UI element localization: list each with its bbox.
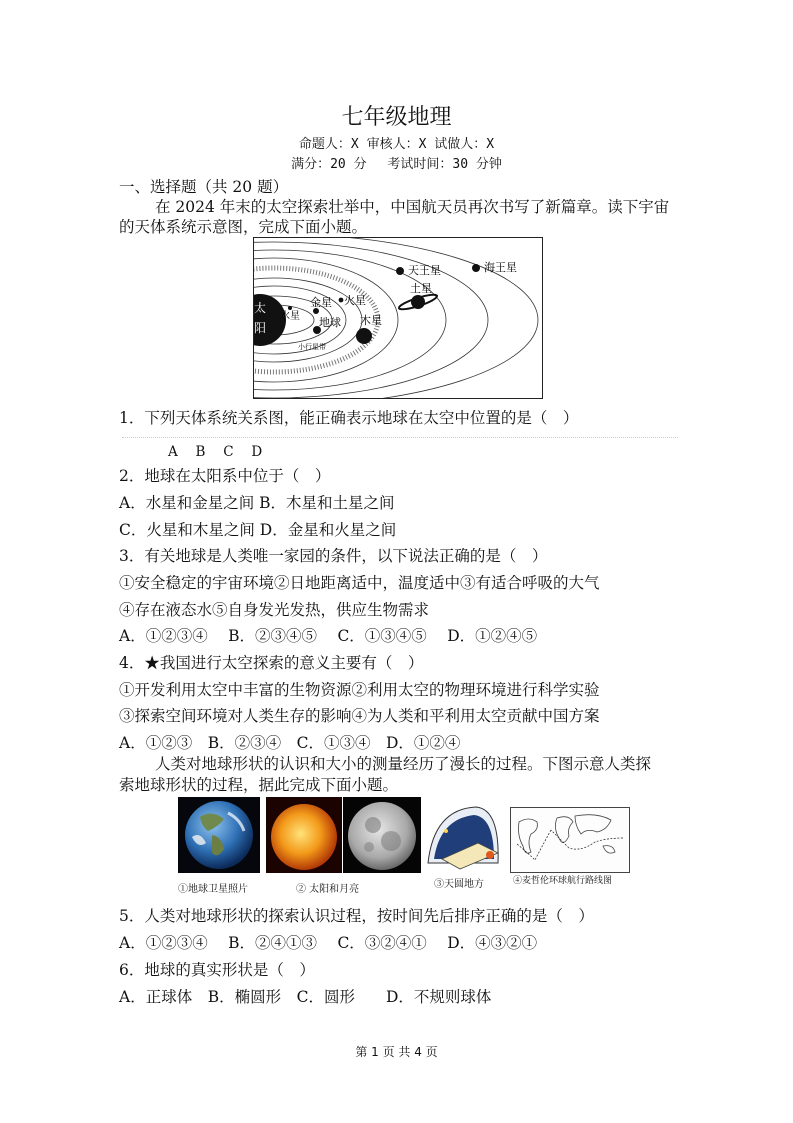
question-1-options: A B C D bbox=[168, 444, 263, 460]
question-6-options: A．正球体 B．椭圆形 C．圆形 D．不规则球体 bbox=[119, 988, 492, 1006]
magellan-route-map bbox=[510, 807, 630, 873]
question-2-options-row2: C．火星和木星之间 D．金星和火星之间 bbox=[119, 521, 397, 539]
caption-2: ② 太阳和月亮 bbox=[296, 884, 360, 895]
faded-figure-line bbox=[122, 437, 678, 438]
solar-system-diagram bbox=[253, 237, 543, 399]
question-6: 6．地球的真实形状是（ ） bbox=[119, 961, 315, 979]
section-heading: 一、选择题（共 20 题） bbox=[119, 178, 289, 196]
earth-shape-figure bbox=[178, 797, 628, 897]
caption-4: ④麦哲伦环球航行路线图 bbox=[513, 876, 613, 886]
page-number: 第 1 页 共 4 页 bbox=[355, 1045, 438, 1059]
question-5-options: A．①②③④ B．②④①③ C．③②④① D．④③②① bbox=[119, 934, 538, 952]
question-4-statements-1: ①开发利用太空中丰富的生物资源②利用太空的物理环境进行科学实验 bbox=[119, 681, 600, 699]
question-1: 1．下列天体系统关系图，能正确表示地球在太空中位置的是（ ） bbox=[119, 409, 579, 427]
asteroid-belt-label: 小行星带 bbox=[298, 343, 326, 351]
question-4-statements-2: ③探索空间环境对人类生存的影响④为人类和平利用太空贡献中国方案 bbox=[119, 707, 600, 725]
mercury-icon bbox=[288, 306, 292, 310]
saturn-icon bbox=[411, 295, 425, 309]
solar-system-svg bbox=[254, 238, 542, 398]
jupiter-label: 木星 bbox=[360, 314, 382, 327]
author-line: 命题人：X 审核人：X 试做人：X bbox=[298, 137, 495, 152]
venus-label: 金星 bbox=[310, 296, 332, 309]
question-3: 3．有关地球是人类唯一家园的条件，以下说法正确的是（ ） bbox=[119, 547, 548, 565]
uranus-icon bbox=[396, 267, 404, 275]
caption-3: ③天圆地方 bbox=[434, 879, 484, 890]
mercury-label: 水星 bbox=[280, 311, 300, 322]
earth-label: 地球 bbox=[319, 316, 341, 329]
intro-text-2a: 人类对地球形状的认识和大小的测量经历了漫长的过程。下图示意人类探 bbox=[155, 755, 652, 773]
sun-photo bbox=[266, 797, 342, 873]
question-2-options-row1: A．水星和金星之间 B．木星和土星之间 bbox=[119, 494, 395, 512]
intro-text-1b: 的天体系统示意图，完成下面小题。 bbox=[119, 218, 368, 236]
intro-text-1a: 在 2024 年末的太空探索壮举中，中国航天员再次书写了新篇章。读下宇宙 bbox=[155, 198, 670, 216]
question-3-statements-1: ①安全稳定的宇宙环境②日地距离适中，温度适中③有适合呼吸的大气 bbox=[119, 574, 600, 592]
mars-icon bbox=[339, 298, 344, 303]
neptune-icon bbox=[472, 264, 480, 272]
round-sky-square-earth-figure bbox=[424, 801, 502, 873]
earth-photo bbox=[178, 797, 260, 873]
saturn-label: 土星 bbox=[410, 282, 432, 295]
question-5: 5．人类对地球形状的探索认识过程，按时间先后排序正确的是（ ） bbox=[119, 907, 594, 925]
question-4: 4．★我国进行太空探索的意义主要有（ ） bbox=[119, 654, 424, 672]
intro-text-2b: 索地球形状的过程，据此完成下面小题。 bbox=[119, 776, 399, 794]
question-4-options: A．①②③ B．②③④ C．①③④ D．①②④ bbox=[119, 734, 461, 752]
uranus-label: 天王星 bbox=[408, 264, 441, 277]
sun-label-top: 太 bbox=[254, 301, 267, 315]
neptune-label: 海王星 bbox=[484, 261, 517, 274]
sun-label-bottom: 阳 bbox=[254, 321, 267, 335]
score-time-line: 满分：20 分 考试时间：30 分钟 bbox=[291, 157, 502, 172]
mars-label: 火星 bbox=[344, 294, 366, 307]
moon-photo bbox=[343, 797, 421, 873]
question-3-statements-2: ④存在液态水⑤自身发光发热，供应生物需求 bbox=[119, 601, 430, 619]
caption-1: ①地球卫星照片 bbox=[178, 884, 248, 895]
page-title: 七年级地理 bbox=[341, 105, 452, 130]
question-3-options: A．①②③④ B．②③④⑤ C．①③④⑤ D．①②④⑤ bbox=[119, 627, 538, 645]
jupiter-icon bbox=[356, 328, 372, 344]
question-2: 2．地球在太阳系中位于（ ） bbox=[119, 467, 331, 485]
